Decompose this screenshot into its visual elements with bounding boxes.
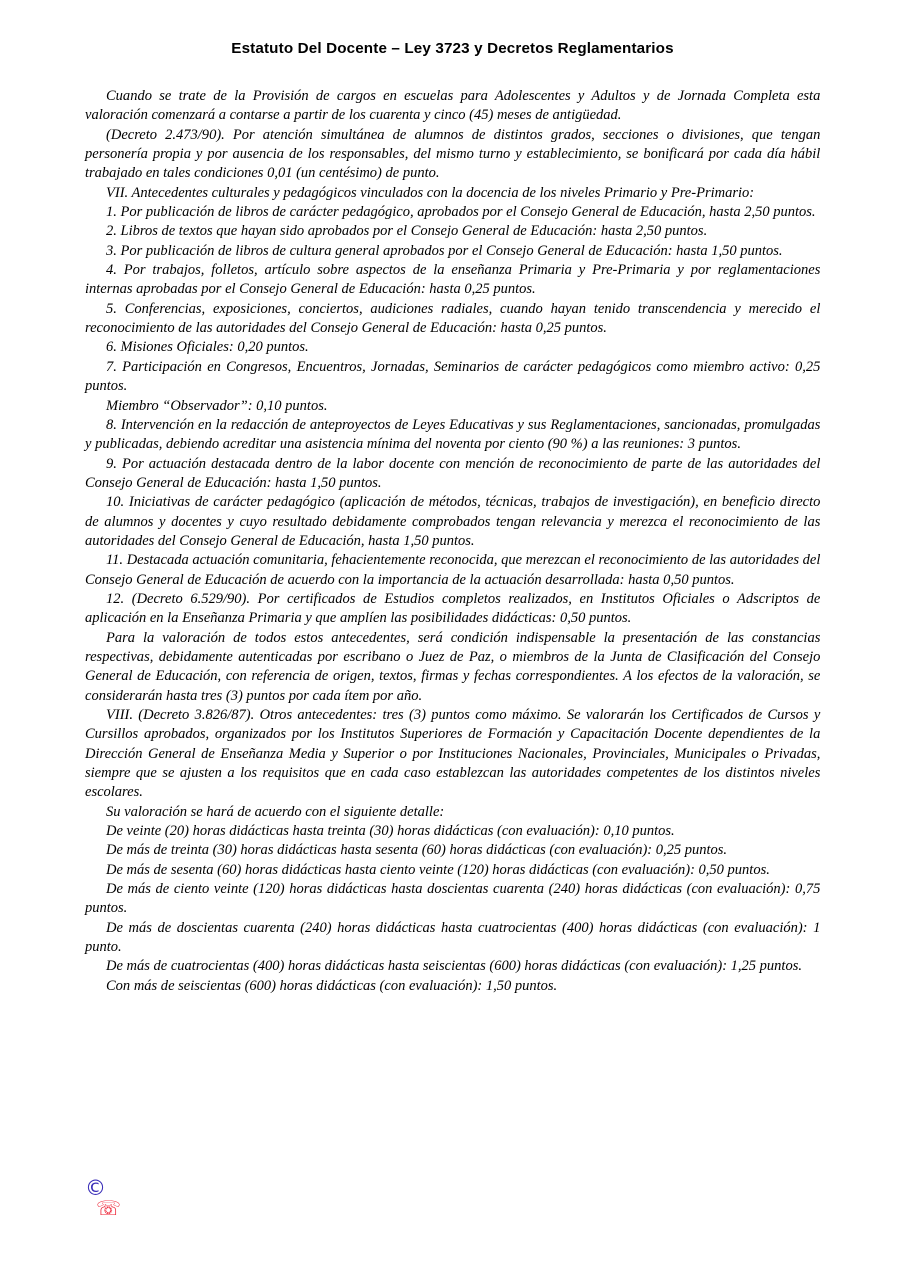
document-body — [85, 86, 820, 995]
paragraph: De más de sesenta (60) horas didácticas hasta ciento veinte (120) horas didácticas (con evaluación): 0,50 puntos. — [106, 860, 770, 878]
paragraph: VII. Antecedentes culturales y pedagógicos vinculados con la docencia de los niveles Primario y Pre-Primario: — [106, 183, 755, 201]
paragraph: (Decreto 2.473/90). Por atención simultánea de alumnos de distintos grados, secciones o divisiones, que tengan personería propia y por ausencia de los responsables, del mismo turno y establecimiento, se bonificará por cada día hábil trabajado en tales condiciones 0,01 (un centésimo) de punto. — [85, 125, 821, 182]
paragraph: 4. Por trabajos, folletos, artículo sobre aspectos de la enseñanza Primaria y Pre-Primaria y por reglamentaciones internas aprobadas por el Consejo General de Educación: hasta 0,25 puntos. — [85, 261, 821, 298]
paragraph: Su valoración se hará de acuerdo con el siguiente detalle: — [106, 802, 445, 820]
paragraph: 7. Participación en Congresos, Encuentros, Jornadas, Seminarios de carácter pedagógicos como miembro activo: 0,25 puntos. — [85, 357, 821, 395]
paragraph: De veinte (20) horas didácticas hasta treinta (30) horas didácticas (con evaluación): 0,10 puntos. — [106, 822, 675, 840]
paragraph: 3. Por publicación de libros de cultura general aprobados por el Consejo General de Educación: hasta 1,50 puntos. — [106, 241, 783, 259]
paragraph: 9. Por actuación destacada dentro de la labor docente con mención de reconocimiento de parte de las autoridades del Consejo General de Educación: hasta 1,50 puntos. — [85, 454, 821, 491]
page-title: Estatuto Del Docente – Ley 3723 y Decretos Reglamentarios — [231, 40, 674, 57]
paragraph: Con más de seiscientas (600) horas didácticas (con evaluación): 1,50 puntos. — [106, 976, 558, 994]
paragraph: De más de cuatrocientas (400) horas didácticas hasta seiscientas (600) horas didácticas (con evaluación): 1,25 puntos. — [106, 957, 802, 975]
paragraph: 10. Iniciativas de carácter pedagógico (aplicación de métodos, técnicas, trabajos de investigación), en beneficio directo de alumnos y docentes y cuyo resultado debidamente comprobados tengan relevancia y merezca el reconocimiento de las autoridades del Consejo General de Educación, hasta 1,50 puntos. — [85, 493, 821, 549]
telephone-icon: ☏ — [96, 1196, 122, 1220]
paragraph: 8. Intervención en la redacción de anteproyectos de Leyes Educativas y sus Reglamentaciones, sancionadas, promulgadas y publicadas, debiendo acreditar una asistencia mínima del noventa por ciento (90 %) a las reuniones: 3 puntos. — [85, 415, 821, 453]
paragraph: 2. Libros de textos que hayan sido aprobados por el Consejo General de Educación: hasta 2,50 puntos. — [106, 222, 708, 240]
paragraph: De más de doscientas cuarenta (240) horas didácticas hasta cuatrocientas (400) horas didácticas (con evaluación): 1 punto. — [85, 918, 821, 956]
copyright-icon: © — [85, 1176, 106, 1200]
paragraph: VIII. (Decreto 3.826/87). Otros antecedentes: tres (3) puntos como máximo. Se valorarán los Certificados de Cursos y Cursillos aprobados, organizados por los Institutos Superiores de Formación y Capacitación Docente dependientes de la Dirección General de Enseñanza Media y Superior o por Instituciones Nacionales, Provinciales, Municipales o Privadas, siempre que se ajusten a los requisitos que en cada caso establezcan las autoridades competentes de los distintos niveles escolares. — [85, 706, 821, 801]
paragraph: Cuando se trate de la Provisión de cargos en escuelas para Adolescentes y Adultos y de Jornada Completa esta valoración comenzará a contarse a partir de los cuarenta y cinco (45) meses de antigüedad. — [85, 87, 821, 124]
paragraph: 11. Destacada actuación comunitaria, fehacientemente reconocida, que merezcan el reconocimiento de las autoridades del Consejo General de Educación de acuerdo con la importancia de la actuación desarrollada: hasta 0,50 puntos. — [85, 551, 821, 588]
paragraph: Para la valoración de todos estos antecedentes, será condición indispensable la presentación de las constancias respectivas, debidamente autenticadas por escribano o Juez de Paz, o miembros de la Junta de Clasificación del Consejo General de Educación, con referencia de origen, textos, firmas y fechas correspondientes. A los efectos de la valoración, se considerarán hasta tres (3) puntos por cada ítem por año. — [85, 628, 821, 704]
paragraph: Miembro “Observador”: 0,10 puntos. — [106, 396, 328, 414]
paragraph: De más de ciento veinte (120) horas didácticas hasta doscientas cuarenta (240) horas didácticas (con evaluación): 0,75 puntos. — [85, 880, 821, 917]
paragraph: 6. Misiones Oficiales: 0,20 puntos. — [106, 338, 309, 356]
paragraph: De más de treinta (30) horas didácticas hasta sesenta (60) horas didácticas (con evaluación): 0,25 puntos. — [106, 841, 728, 859]
paragraph: 1. Por publicación de libros de carácter pedagógico, aprobados por el Consejo General de Educación, hasta 2,50 puntos. — [106, 203, 816, 221]
paragraph: 12. (Decreto 6.529/90). Por certificados de Estudios completos realizados, en Institutos Oficiales o Adscriptos de aplicación en la Enseñanza Primaria y que amplíen las posibilidades didácticas: 0,50 puntos. — [85, 589, 821, 627]
paragraph: 5. Conferencias, exposiciones, conciertos, audiciones radiales, cuando hayan tenido transcendencia y merecido el reconocimiento de las autoridades del Consejo General de Educación: hasta 0,25 puntos. — [85, 299, 821, 337]
footer-marks — [82, 1176, 382, 1236]
